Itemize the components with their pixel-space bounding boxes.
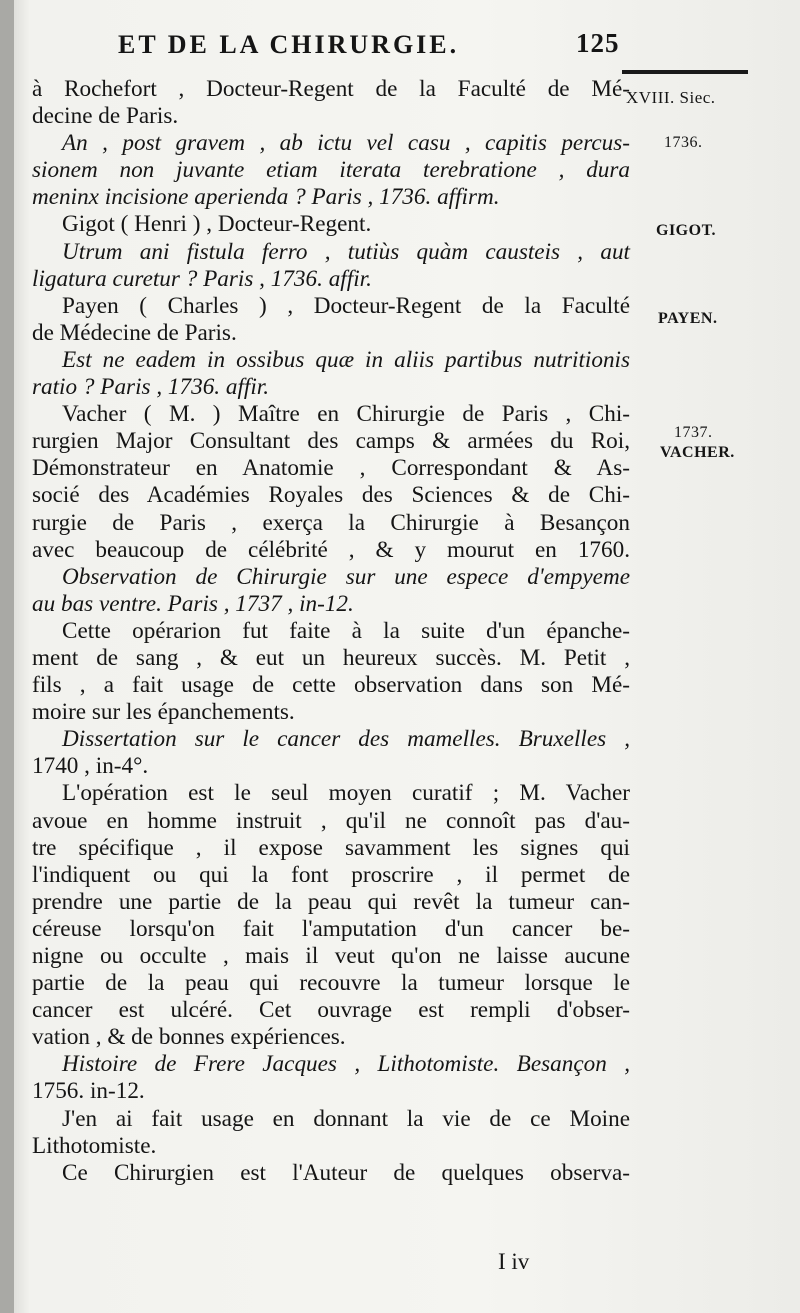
text-line: L'opération est le seul moyen curatif ; M. Vacher <box>62 780 630 807</box>
margin-note-vacher: VACHER. <box>660 444 735 461</box>
text-line: Est ne eadem in ossibus quæ in aliis partibus nutritionis <box>62 346 630 373</box>
text-line: avoue en homme instruit , qu'il ne connoît pas d'au- <box>32 807 630 834</box>
text-line: Démonstrateur en Anatomie , Correspondant & As- <box>32 455 630 482</box>
page-gutter-shadow <box>0 0 14 1313</box>
running-head-title: ET DE LA CHIRURGIE. <box>118 30 460 59</box>
text-line: de Médecine de Paris. <box>32 319 237 346</box>
text-line: An , post gravem , ab ictu vel casu , capitis percus- <box>62 130 630 157</box>
text-line: nigne ou occulte , mais il veut qu'on ne laisse aucune <box>32 943 630 969</box>
text-line: Ce Chirurgien est l'Auteur de quelques observa- <box>62 1159 630 1186</box>
text-line: vation , & de bonnes expériences. <box>32 1024 346 1051</box>
text-line: Gigot ( Henri ) , Docteur-Regent. <box>62 211 372 238</box>
text-line: tre spécifique , il expose savamment les signes qui <box>32 834 630 861</box>
text-line: Utrum ani fistula ferro , tutiùs quàm causteis , aut <box>62 238 630 265</box>
text-line: Observation de Chirurgie sur une espece d'empyeme <box>62 563 630 590</box>
text-line: au bas ventre. Paris , 1737 , in-12. <box>32 590 354 617</box>
text-line: moire sur les épanchements. <box>32 699 295 726</box>
text-line: rurgie de Paris , exerça la Chirurgie à Besançon <box>32 509 630 536</box>
margin-note-year-1736: 1736. <box>664 134 703 151</box>
margin-note-gigot: GIGOT. <box>656 222 717 239</box>
text-line: céreuse lorsqu'on fait l'amputation d'un cancer be- <box>32 915 630 942</box>
margin-note-year-1737: 1737. <box>674 424 713 441</box>
text-line: rurgien Major Consultant des camps & armées du Roi, <box>32 428 630 455</box>
text-line: decine de Paris. <box>32 103 179 130</box>
text-line: Payen ( Charles ) , Docteur-Regent de la Faculté <box>62 292 630 319</box>
text-line: Histoire de Frere Jacques , Lithotomiste. Besançon , <box>62 1051 630 1078</box>
margin-note-century: XVIII. Siec. <box>626 88 716 107</box>
text-line: fils , a fait usage de cette observation dans son Mé- <box>32 672 630 699</box>
page-number: 125 <box>576 28 620 58</box>
margin-note-payen: PAYEN. <box>658 310 718 327</box>
text-line: avec beaucoup de célébrité , & y mourut en 1760. <box>32 536 630 563</box>
text-line: Dissertation sur le cancer des mamelles. Bruxelles , <box>62 726 630 753</box>
header-rule <box>622 70 748 74</box>
text-line: Lithotomiste. <box>32 1132 157 1159</box>
text-line: sionem non juvante etiam iterata terebratione , dura <box>32 157 630 184</box>
text-line: 1740 , in-4°. <box>32 753 149 780</box>
text-line: l'indiquent ou qui la font proscrire , il permet de <box>32 861 630 888</box>
text-line: socié des Académies Royales des Sciences & de Chi- <box>32 482 630 509</box>
text-line: Vacher ( M. ) Maître en Chirurgie de Paris , Chi- <box>62 401 630 428</box>
text-line: ligatura curetur ? Paris , 1736. affir. <box>32 265 372 292</box>
text-line: ratio ? Paris , 1736. affir. <box>32 374 270 401</box>
body-text <box>32 76 630 1187</box>
text-line: meninx incisione aperienda ? Paris , 1736. affirm. <box>32 184 500 211</box>
text-line: à Rochefort , Docteur-Regent de la Faculté de Mé- <box>32 76 630 102</box>
signature-mark: I iv <box>498 1249 530 1274</box>
text-line: prendre une partie de la peau qui revêt la tumeur can- <box>32 888 630 915</box>
text-line: Cette opérarion fut faite à la suite d'un épanche- <box>62 617 630 644</box>
text-line: J'en ai fait usage en donnant la vie de ce Moine <box>62 1105 630 1132</box>
text-line: partie de la peau qui recouvre la tumeur lorsque le <box>32 970 630 997</box>
text-line: cancer est ulcéré. Cet ouvrage est rempli d'obser- <box>32 997 630 1024</box>
text-line: 1756. in-12. <box>32 1078 145 1105</box>
text-line: ment de sang , & eut un heureux succès. M. Petit , <box>32 644 630 671</box>
